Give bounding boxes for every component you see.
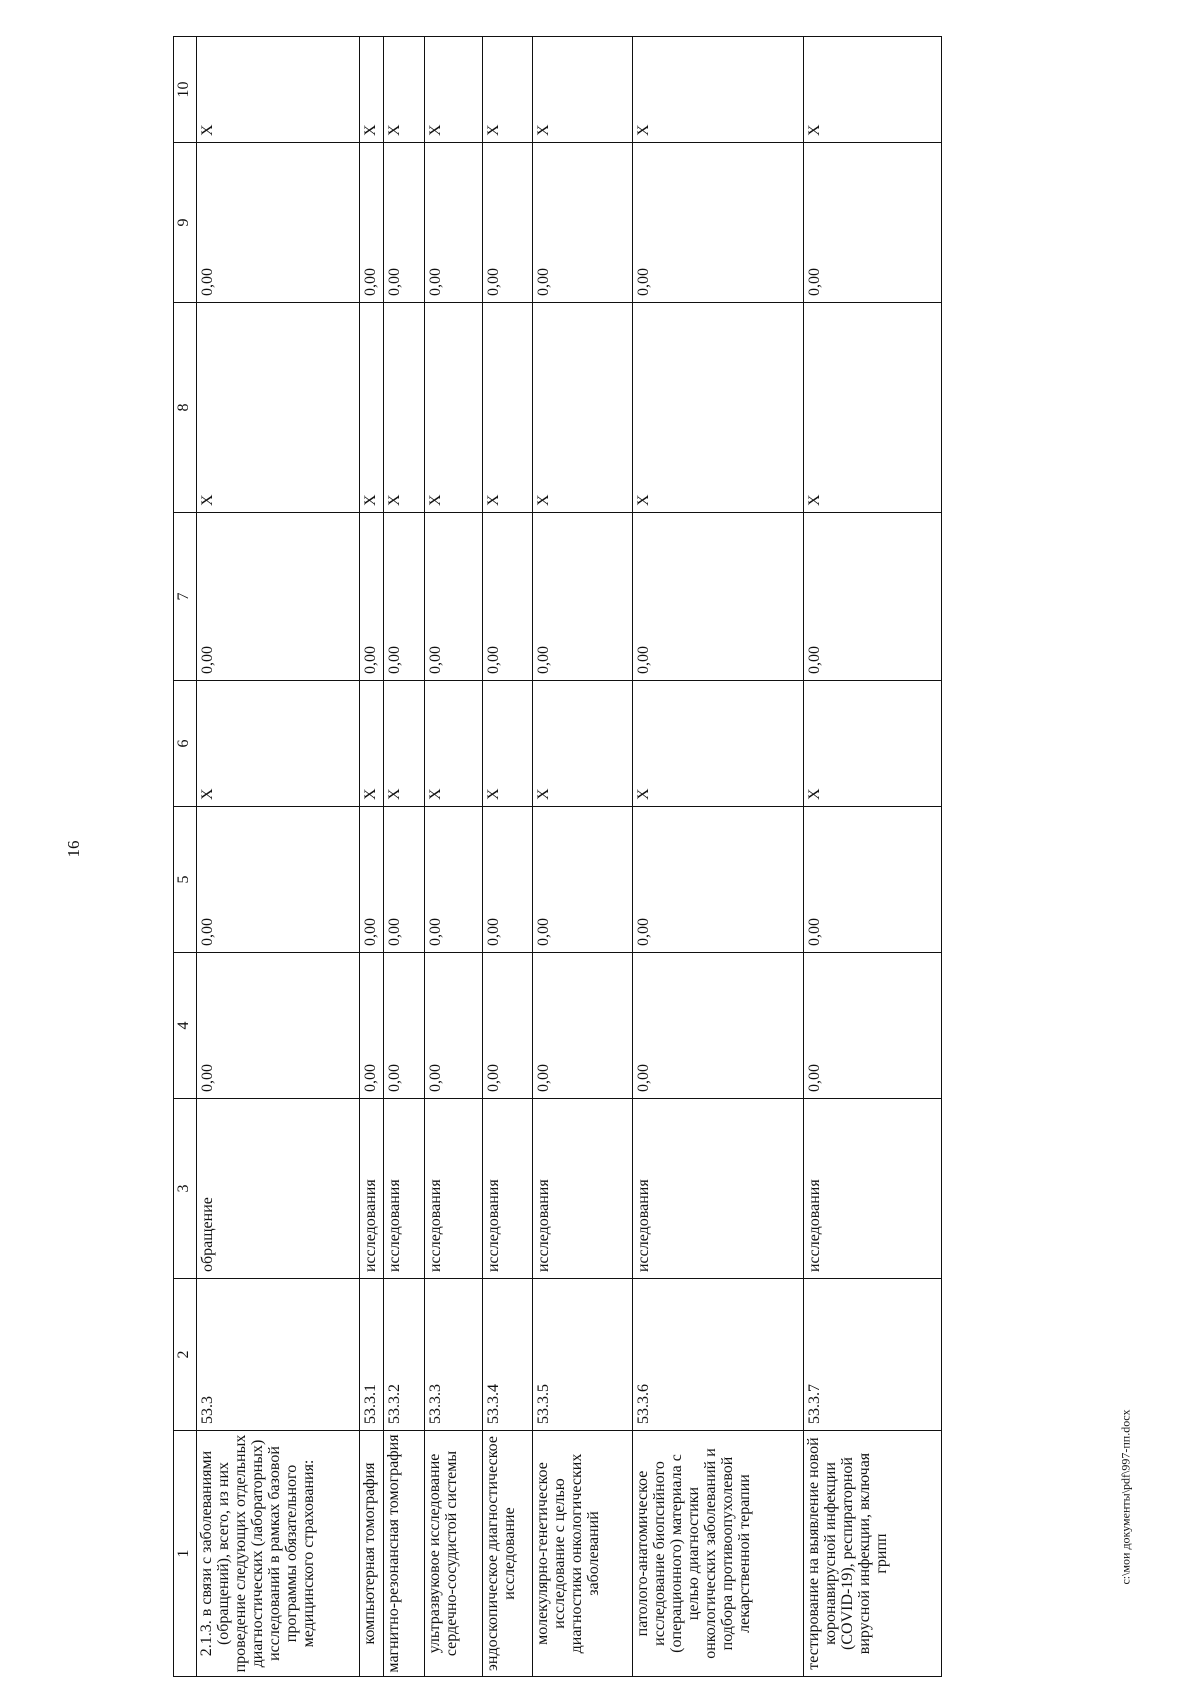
cell-col-5: 0,00	[483, 807, 533, 953]
cell-col-7: 0,00	[633, 513, 804, 681]
column-header-7: 7	[174, 513, 197, 681]
cell-col-8: Х	[360, 303, 384, 513]
row-name: патолого-анатомическое исследование биопсийного (операционного) материала с целью диагностики онкологических заболеваний и подбора противоопухолевой лекарственной терапии	[633, 1431, 804, 1677]
cell-col-10: Х	[197, 37, 360, 143]
cell-col-4: 0,00	[425, 953, 483, 1099]
cell-col-8: Х	[384, 303, 425, 513]
row-name: ультразвуковое исследование сердечно-сосудистой системы	[425, 1431, 483, 1677]
column-header-6: 6	[174, 681, 197, 807]
column-header-9: 9	[174, 143, 197, 303]
cell-col-6: Х	[533, 681, 633, 807]
table-row	[425, 37, 483, 1677]
cell-col-7: 0,00	[804, 513, 942, 681]
cell-col-9: 0,00	[425, 143, 483, 303]
column-header-5: 5	[174, 807, 197, 953]
cell-col-5: 0,00	[633, 807, 804, 953]
row-unit: исследования	[804, 1099, 942, 1279]
cell-col-10: Х	[425, 37, 483, 143]
row-unit: исследования	[425, 1099, 483, 1279]
column-header-3: 3	[174, 1099, 197, 1279]
cell-col-7: 0,00	[197, 513, 360, 681]
cell-col-6: Х	[804, 681, 942, 807]
row-name: магнитно-резонансная томография	[384, 1431, 425, 1677]
row-unit: обращение	[197, 1099, 360, 1279]
row-unit: исследования	[483, 1099, 533, 1279]
cell-col-8: Х	[533, 303, 633, 513]
column-header-4: 4	[174, 953, 197, 1099]
footer-file-path: c:\мои документы\pdf\997-пп.docx	[1118, 1409, 1133, 1585]
cell-col-8: Х	[197, 303, 360, 513]
row-code: 53.3.2	[384, 1279, 425, 1431]
cell-col-9: 0,00	[483, 143, 533, 303]
cell-col-10: Х	[533, 37, 633, 143]
cell-col-6: Х	[633, 681, 804, 807]
row-name: эндоскопическое диагностическое исследование	[483, 1431, 533, 1677]
row-code: 53.3.6	[633, 1279, 804, 1431]
cell-col-5: 0,00	[533, 807, 633, 953]
cell-col-7: 0,00	[425, 513, 483, 681]
cell-col-7: 0,00	[483, 513, 533, 681]
cell-col-8: Х	[804, 303, 942, 513]
column-header-2: 2	[174, 1279, 197, 1431]
table-row	[360, 37, 384, 1677]
cell-col-5: 0,00	[197, 807, 360, 953]
cell-col-5: 0,00	[804, 807, 942, 953]
column-header-1: 1	[174, 1431, 197, 1677]
table-row	[483, 37, 533, 1677]
rotated-table-container	[173, 37, 1005, 1677]
column-header-10: 10	[174, 37, 197, 143]
cell-col-9: 0,00	[533, 143, 633, 303]
table-header-row	[174, 37, 197, 1677]
cell-col-6: Х	[360, 681, 384, 807]
cell-col-4: 0,00	[384, 953, 425, 1099]
cell-col-9: 0,00	[384, 143, 425, 303]
cell-col-7: 0,00	[360, 513, 384, 681]
cell-col-9: 0,00	[804, 143, 942, 303]
cell-col-8: Х	[633, 303, 804, 513]
table-row	[804, 37, 942, 1677]
table-row	[533, 37, 633, 1677]
cell-col-5: 0,00	[384, 807, 425, 953]
cell-col-4: 0,00	[360, 953, 384, 1099]
row-name: компьютерная томография	[360, 1431, 384, 1677]
cell-col-10: Х	[483, 37, 533, 143]
row-name: молекулярно-генетическое исследование с целью диагностики онкологических заболеваний	[533, 1431, 633, 1677]
cell-col-7: 0,00	[533, 513, 633, 681]
cell-col-5: 0,00	[425, 807, 483, 953]
cell-col-10: Х	[804, 37, 942, 143]
cell-col-6: Х	[384, 681, 425, 807]
cell-col-10: Х	[384, 37, 425, 143]
cell-col-10: Х	[633, 37, 804, 143]
row-unit: исследования	[384, 1099, 425, 1279]
cell-col-4: 0,00	[197, 953, 360, 1099]
row-name: 2.1.3. в связи с заболеваниями (обращений), всего, из них проведение следующих отдельных диагностических (лабораторных) исследований в рамках базовой программы обязательного медицинского страхования:	[197, 1431, 360, 1677]
table-row	[384, 37, 425, 1677]
cell-col-6: Х	[425, 681, 483, 807]
cell-col-10: Х	[360, 37, 384, 143]
row-code: 53.3.1	[360, 1279, 384, 1431]
row-unit: исследования	[633, 1099, 804, 1279]
row-unit: исследования	[360, 1099, 384, 1279]
cell-col-8: Х	[425, 303, 483, 513]
page-number: 16	[64, 840, 83, 858]
cell-col-4: 0,00	[804, 953, 942, 1099]
row-unit: исследования	[533, 1099, 633, 1279]
row-code: 53.3	[197, 1279, 360, 1431]
cell-col-4: 0,00	[633, 953, 804, 1099]
cell-col-6: Х	[197, 681, 360, 807]
row-code: 53.3.7	[804, 1279, 942, 1431]
cell-col-7: 0,00	[384, 513, 425, 681]
row-code: 53.3.5	[533, 1279, 633, 1431]
row-code: 53.3.4	[483, 1279, 533, 1431]
cell-col-9: 0,00	[197, 143, 360, 303]
cell-col-6: Х	[483, 681, 533, 807]
cell-col-4: 0,00	[483, 953, 533, 1099]
table-row	[197, 37, 360, 1677]
cell-col-4: 0,00	[533, 953, 633, 1099]
cell-col-9: 0,00	[633, 143, 804, 303]
row-name: тестирование на выявление новой коронавирусной инфекции (COVID-19), респираторной вирусной инфекции, включая грипп	[804, 1431, 942, 1677]
cell-col-8: Х	[483, 303, 533, 513]
data-table	[173, 36, 942, 1677]
table-row	[633, 37, 804, 1677]
column-header-8: 8	[174, 303, 197, 513]
row-code: 53.3.3	[425, 1279, 483, 1431]
cell-col-5: 0,00	[360, 807, 384, 953]
cell-col-9: 0,00	[360, 143, 384, 303]
